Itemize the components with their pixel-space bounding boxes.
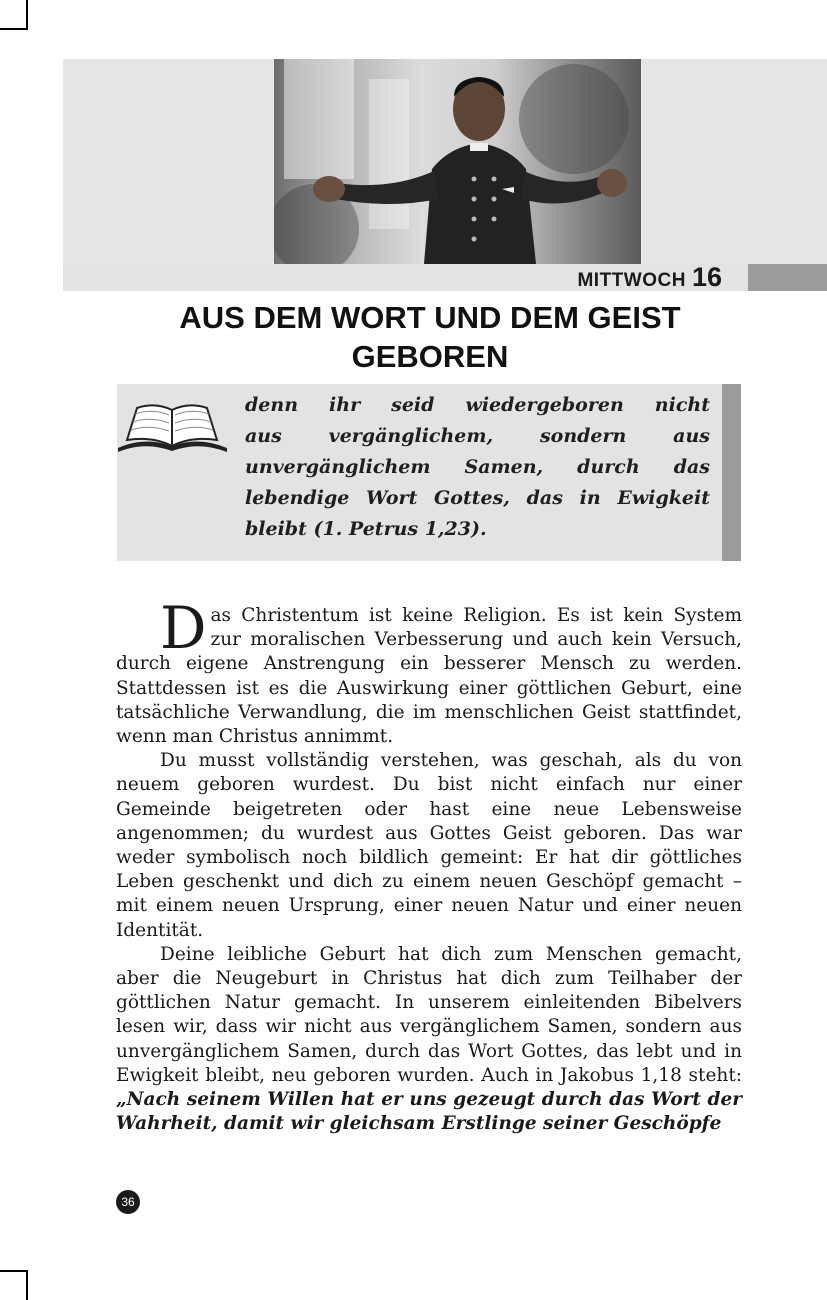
paragraph-3-text: Deine leibliche Geburt hat dich zum Menschen gemacht, aber die Neugeburt in Christus hat dich zum Teilhaber der göttlichen Natur gemacht. In unserem einleitenden Bibelvers lesen wir, dass wir nicht aus vergänglichem Samen, sondern aus unvergänglichem Samen, durch das Wort Gottes, das lebt und in Ewigkeit bleibt, neu geboren wurden. Auch in Jakobus 1,18 steht:	[116, 943, 742, 1086]
speaker-photo	[274, 59, 641, 264]
crop-mark-bottom-h	[0, 1270, 28, 1272]
paragraph-3	[116, 943, 742, 1137]
title-line-2: GEBOREN	[351, 339, 509, 374]
day-number: 16	[691, 262, 722, 292]
verse-line: bleibt (1. Petrus 1,23).	[245, 518, 487, 540]
weekday: MITTWOCH	[577, 270, 686, 291]
header-photo-band	[63, 59, 827, 264]
date-band-accent	[748, 264, 827, 291]
title-line-1: AUS DEM WORT UND DEM GEIST	[179, 300, 681, 335]
crop-mark-top-h	[0, 28, 28, 30]
scripture-quote: „Nach seinem Willen hat er uns gezeugt durch das Wort der Wahrheit, damit wir gleichsam Erstlinge seiner Geschöpfe	[116, 1089, 742, 1135]
scripture-box-accent	[722, 384, 741, 561]
paragraph-1-text: as Christentum ist keine Religion. Es ist kein System zur moralischen Verbesserung und auch kein Versuch, durch eigene Anstrengung ein besserer Mensch zu werden. Stattdessen ist es die Auswirkung einer göttlichen Geburt, eine tatsächliche Verwandlung, die im menschlichen Geist stattfindet, wenn man Christus annimmt.	[116, 605, 742, 748]
drop-cap: D	[160, 594, 207, 662]
page-number: 36	[116, 1190, 140, 1214]
speaker-illustration	[274, 59, 641, 264]
paragraph-1	[116, 594, 742, 749]
verse-line: aus vergänglichem, sondern aus	[245, 425, 710, 447]
crop-mark-top-v	[26, 0, 28, 30]
date-label	[577, 262, 722, 292]
devotional-title	[110, 298, 750, 376]
crop-mark-bottom-v	[26, 1270, 28, 1300]
verse-line: lebendige Wort Gottes, das in Ewigkeit	[245, 487, 710, 509]
verse-line: denn ihr seid wiedergeboren nicht	[245, 394, 710, 416]
verse-line: unvergänglichem Samen, durch das	[245, 456, 710, 478]
open-bible-icon	[115, 398, 230, 456]
body-text	[116, 594, 742, 1136]
scripture-verse	[245, 390, 710, 545]
paragraph-2: Du musst vollständig verstehen, was geschah, als du von neuem geboren wurdest. Du bist nicht einfach nur einer Gemeinde beigetreten oder hast eine neue Lebensweise angenommen; du wurdest aus Gottes Geist geboren. Das war weder symbolisch noch bildlich gemeint: Er hat dir göttliches Leben geschenkt und dich zu einem neuen Geschöpf gemacht – mit einem neuen Ursprung, einer neuen Natur und einer neuen Identität.	[116, 750, 742, 941]
